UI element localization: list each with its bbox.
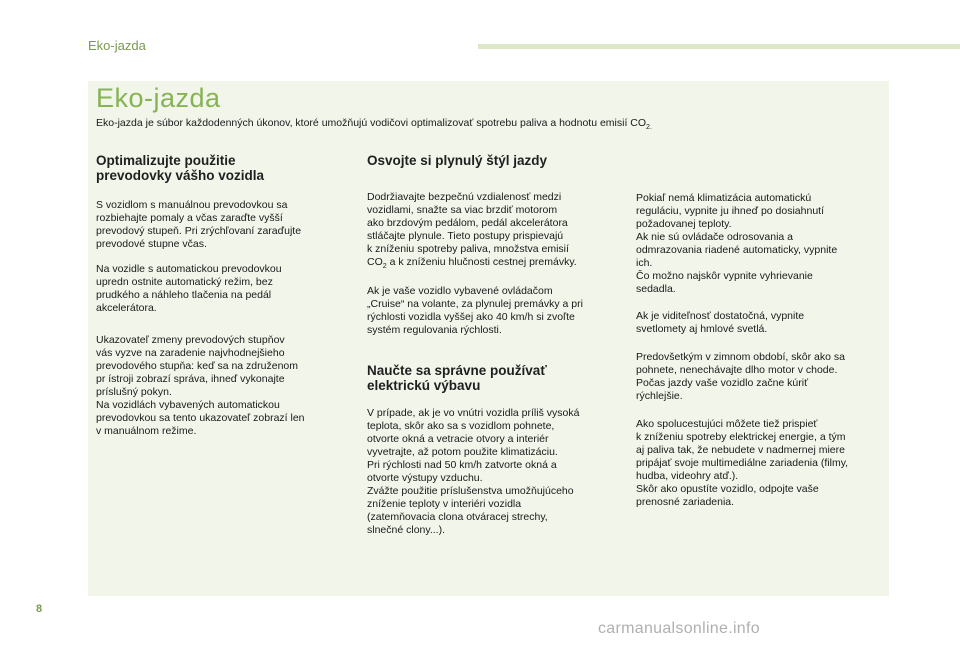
paragraph-climate-control: Pokiaľ nemá klimatizácia automatickú reguláciu, vypnite ju ihneď po dosiahnutí požadovanej teploty. Ak nie sú ovládače odrosovania a odmrazovania riadené automaticky, vypnite ich. Čo možno najskôr vypnite vyhrievanie sedadla. (636, 192, 838, 295)
paragraph-air-conditioning: V prípade, ak je vo vnútri vozidla príliš vysoká teplota, skôr ako sa s vozidlom pohnete, otvorte okná a vetracie otvory a interiér vyvetrajte, až potom použite klimatizáciu. Pri rýchlosti nad 50 km/h zatvorte okná a otvorte výstupy vzduchu. Zvážte použitie príslušenstva umožňujúceho zníženie teploty v interiéri vozidla (zatemňovacia clona otváracej strechy, slnečné clony...). (367, 407, 580, 537)
intro-text: Eko-jazda je súbor každodenných úkonov, ktoré umožňujú vodičovi optimalizovať spotrebu paliva a hodnotu emisií CO (96, 117, 647, 129)
intro-subscript: 2. (646, 124, 652, 132)
intro-paragraph (96, 117, 876, 134)
paragraph-safe-distance-end: a k zníženiu hlučnosti cestnej premávky. (386, 256, 577, 268)
heading-electrical-equipment: Naučte sa správne používať elektrickú výbavu (367, 363, 547, 394)
co2-subscript: 2 (382, 263, 387, 271)
heading-smooth-driving: Osvojte si plynulý štýl jazdy (367, 153, 548, 168)
paragraph-safe-distance-text: Dodržiavajte bezpečnú vzdialenosť medzi vozidlami, snažte sa viac brzdiť motorom ako brzdovým pedálom, pedál akcelerátora stláčajte plynule. Tieto postupy prispievajú k zníženiu spotreby paliva, množstva emisií CO (367, 191, 569, 268)
column-right (636, 192, 886, 523)
page-number: 8 (36, 603, 43, 615)
paragraph-winter-engine: Predovšetkým v zimnom období, skôr ako sa pohnete, nenechávajte dlho motor v chode. Počas jazdy vaše vozidlo začne kúriť rýchlejšie. (636, 351, 845, 402)
paragraph-passenger-devices: Ako spolucestujúci môžete tiež prispieť k zníženiu spotreby elektrickej energie, a tým aj paliva tak, že nebudete v nadmernej miere pripájať svoje multimediálne zariadenia (filmy, hudba, videohry atď.). Skôr ako opustíte vozidlo, odpojte vaše prenosné zariadenia. (636, 418, 849, 508)
paragraph-manual-gearbox: S vozidlom s manuálnou prevodovkou sa rozbiehajte pomaly a včas zaraďte vyšší prevodový stupeň. Pri zrýchľovaní zaraďujte prevodové stupne včas. (96, 199, 302, 250)
paragraph-cruise-control: Ak je vaše vozidlo vybavené ovládačom „Cruise“ na volante, za plynulej premávky a pri rýchlosti vozidla vyššej ako 40 km/h si zvoľte systém regulovania rýchlosti. (367, 285, 583, 337)
paragraph-automatic-gearbox: Na vozidle s automatickou prevodovkou upredn ostnite automatický režim, bez prudkého a náhleho tlačenia na pedál akcelerátora. (96, 263, 282, 314)
paragraph-safe-distance (367, 191, 617, 273)
column-middle (367, 153, 617, 549)
header-divider-bar (478, 44, 960, 49)
header-section-title: Eko-jazda (88, 38, 146, 53)
watermark-text: carmanualsonline.info (598, 620, 760, 637)
paragraph-gear-indicator: Ukazovateľ zmeny prevodových stupňov vás vyzve na zaradenie najvhodnejšieho prevodového stupňa: keď sa na združenom pr ístroji zobrazí správa, ihneď vykonajte príslušný pokyn. Na vozidlách vybavených automatickou prevodovkou sa tento ukazovateľ zobrazí len v manuálnom režime. (96, 334, 305, 437)
column-left (96, 153, 346, 450)
paragraph-headlamps: Ak je viditeľnosť dostatočná, vypnite svetlomety aj hmlové svetlá. (636, 310, 805, 335)
page-title: Eko-jazda (96, 83, 221, 113)
heading-gearbox: Optimalizujte použitie prevodovky vášho vozidla (96, 153, 265, 183)
